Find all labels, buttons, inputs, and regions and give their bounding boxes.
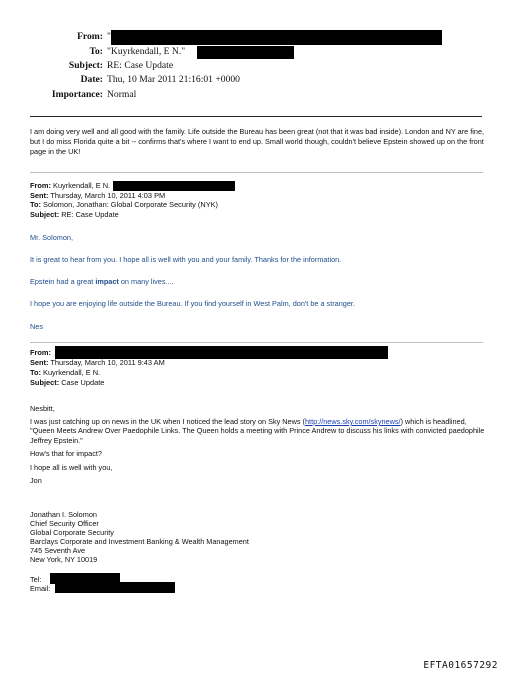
signature-dept: Global Corporate Security [30,527,114,537]
msg2-to-label: To: [30,200,41,209]
tel-row [30,575,41,584]
msg3-to-row [30,368,100,377]
signature-name: Jonathan I. Solomon [30,510,97,519]
header-date-label: Date: [80,74,103,85]
document-id: EFTA01657292 [423,660,498,671]
msg2-sent-value: Thursday, March 10, 2011 4:03 PM [50,191,166,200]
header-to-label: To: [89,46,103,57]
msg3-sent-value: Thursday, March 10, 2011 9:43 AM [50,358,165,367]
msg2-line2-bold: impact [95,277,119,286]
header-subject-row [0,59,512,72]
sky-news-link[interactable]: http://news.sky.com/skynews/ [305,417,401,426]
msg2-from-label: From: [30,181,51,190]
redaction-bar [197,46,294,59]
msg3-signoff: Jon [30,476,42,485]
header-divider [30,116,482,117]
header-date-row [0,73,512,86]
signature-block [30,511,249,564]
msg3-question: How's that for impact? [30,449,102,458]
header-importance-value: Normal [107,89,137,100]
msg2-greeting: Mr. Solomon, [30,233,73,242]
header-from-label: From: [77,31,103,42]
msg2-subject-label: Subject: [30,210,60,219]
msg3-sent-row [30,358,165,367]
msg3-subject-value: Case Update [61,378,105,387]
msg2-line2 [30,277,174,286]
redaction-bar [113,181,235,191]
msg2-to-row [30,200,218,209]
header-importance-label: Importance: [51,89,103,100]
email-row [30,584,50,593]
msg3-subject-label: Subject: [30,378,60,387]
msg2-from-value: Kuyrkendall, E N. [53,181,111,190]
message-divider [30,342,483,343]
header-importance-row [0,88,512,101]
msg2-from-row [30,181,235,191]
header-from-value: " [107,31,111,42]
msg3-body-post: ) which is headlined, "Queen Meets Andrew Over Paedophile Links. The Queen holds a meeting with Prince Andrew to discuss his links with convicted paedophile Jeffrey Epstein." [30,417,485,445]
msg3-from-label: From: [30,348,51,357]
header-to-value: "Kuyrkendall, E N." [107,46,186,57]
header-from-row [0,30,512,43]
msg3-to-value: Kuyrkendall, E N. [43,368,101,377]
msg3-sent-label: Sent: [30,358,49,367]
signature-street: 745 Seventh Ave [30,545,86,555]
msg3-to-label: To: [30,368,41,377]
signature-city: New York, NY 10019 [30,554,98,564]
header-subject-label: Subject: [68,60,103,71]
msg2-line2-pre: Epstein had a great [30,277,96,286]
msg2-line1: It is great to hear from you. I hope all is well with you and your family. Thanks for the information. [30,255,342,264]
msg2-to-value: Solomon, Jonathan: Global Corporate Security (NYK) [43,200,219,209]
msg2-sent-label: Sent: [30,191,49,200]
msg3-from-row [30,348,51,357]
header-date-value: Thu, 10 Mar 2011 21:16:01 +0000 [107,74,240,85]
msg3-body-pre: I was just catching up on news in the UK when I noticed the lead story on Sky News ( [30,417,305,426]
tel-label: Tel: [30,575,42,584]
msg3-body [30,417,492,445]
redaction-bar [111,30,442,45]
msg3-hope: I hope all is well with you, [30,463,113,472]
msg2-line2-post: on many lives.... [118,277,174,286]
msg3-subject-row [30,378,104,387]
msg3-greeting: Nesbitt, [30,404,55,413]
redaction-bar [55,582,175,593]
msg2-sent-row [30,191,165,200]
msg2-line3: I hope you are enjoying life outside the Bureau. If you find yourself in West Palm, don't be a stranger. [30,299,355,308]
email-label: Email: [30,584,51,593]
reply-body: I am doing very well and all good with the family. Life outside the Bureau has been great (not that it was bad inside). London and NY are fine, but I do miss Florida quite a bit -- confirms that's where I want to end up. Small world though, couldn't believe Epstein showed up on the front page in the UK! [30,127,485,156]
msg2-subject-row [30,210,119,219]
signature-company: Barclays Corporate and Investment Banking & Wealth Management [30,536,249,546]
signature-title: Chief Security Officer [30,518,99,528]
msg2-subject-value: RE: Case Update [61,210,119,219]
header-to-row [0,45,512,58]
header-subject-value: RE: Case Update [107,60,174,71]
message-divider [30,172,483,173]
msg2-signoff: Nes [30,322,43,331]
